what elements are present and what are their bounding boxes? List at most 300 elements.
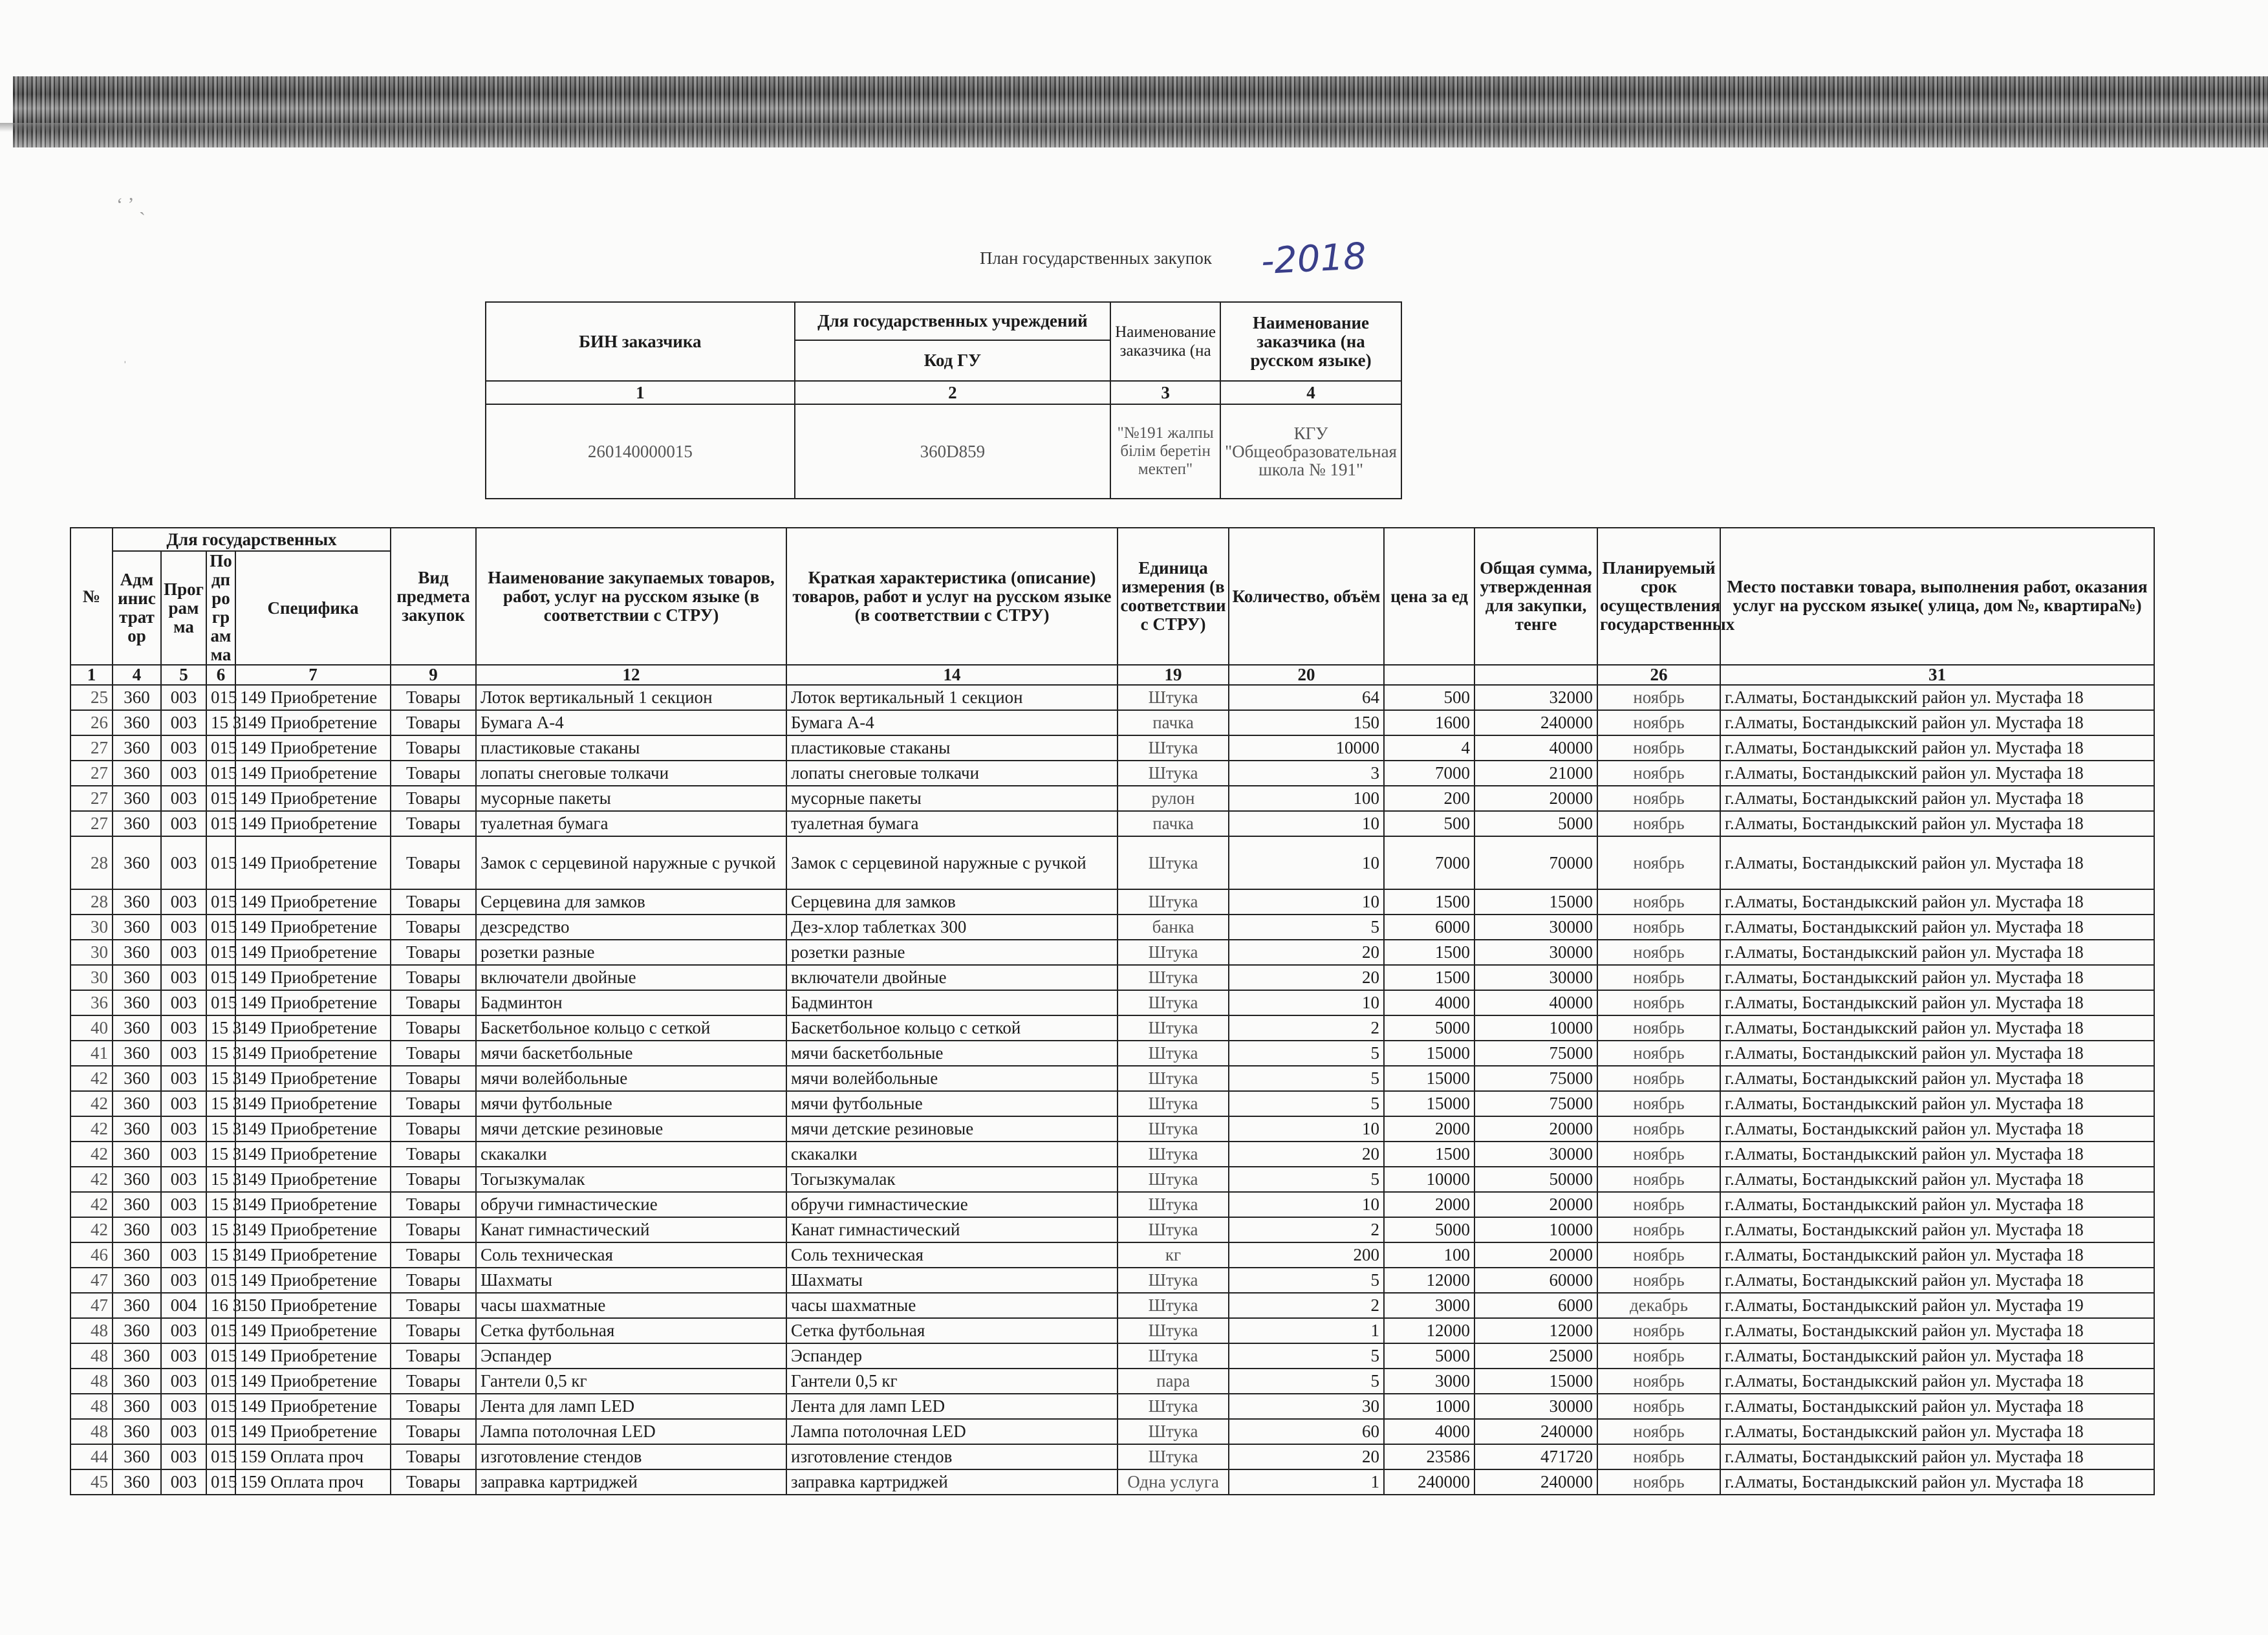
qty-cell: 2: [1229, 1217, 1384, 1242]
item-description: Бумага А-4: [786, 710, 1118, 735]
unit-cell: Штука: [1118, 1268, 1229, 1293]
term-cell: ноябрь: [1597, 1041, 1720, 1066]
item-description: изготовление стендов: [786, 1444, 1118, 1469]
delivery-place: г.Алматы, Бостандыкский район ул. Мустафа 18: [1720, 685, 2154, 710]
subprogram-code: 015: [206, 1469, 235, 1495]
subprogram-code: 015: [206, 761, 235, 786]
vid-cell: Товары: [391, 1142, 476, 1167]
qty-cell: 30: [1229, 1394, 1384, 1419]
unit-cell: пачка: [1118, 710, 1229, 735]
unit-cell: Штука: [1118, 1167, 1229, 1192]
qty-cell: 5: [1229, 1091, 1384, 1116]
subprogram-code: 15 3: [206, 1142, 235, 1167]
table-row: [70, 1318, 2154, 1343]
qty-cell: 5: [1229, 1369, 1384, 1394]
program-code: 004: [161, 1293, 206, 1318]
item-description: Замок с серцевиной наружные с ручкой: [786, 836, 1118, 889]
col-number: 9: [391, 665, 476, 685]
item-name: заправка картриджей: [476, 1469, 786, 1495]
item-name: дезсредство: [476, 915, 786, 940]
total-cell: 30000: [1474, 1142, 1597, 1167]
total-cell: 20000: [1474, 1192, 1597, 1217]
col-number: 19: [1118, 665, 1229, 685]
col-number: [1474, 665, 1597, 685]
program-code: 003: [161, 1369, 206, 1394]
unit-cell: Штука: [1118, 1066, 1229, 1091]
delivery-place: г.Алматы, Бостандыкский район ул. Мустафа 18: [1720, 1419, 2154, 1444]
item-name: Соль техническая: [476, 1242, 786, 1268]
subprogram-code: 015: [206, 940, 235, 965]
unit-cell: Штука: [1118, 1015, 1229, 1041]
subprogram-code: 015: [206, 685, 235, 710]
total-cell: 30000: [1474, 915, 1597, 940]
total-cell: 75000: [1474, 1091, 1597, 1116]
unit-cell: Штука: [1118, 1091, 1229, 1116]
item-description: Канат гимнастический: [786, 1217, 1118, 1242]
unit-cell: Штука: [1118, 761, 1229, 786]
admin-code: 360: [113, 735, 161, 761]
price-cell: 1500: [1384, 1142, 1474, 1167]
admin-code: 360: [113, 710, 161, 735]
row-number: 28: [70, 889, 113, 915]
specifika-cell: 159 Оплата проч: [235, 1444, 391, 1469]
row-number: 27: [70, 761, 113, 786]
vid-cell: Товары: [391, 1041, 476, 1066]
qty-cell: 5: [1229, 1041, 1384, 1066]
vid-cell: Товары: [391, 1419, 476, 1444]
program-code: 003: [161, 1469, 206, 1495]
term-cell: ноябрь: [1597, 1318, 1720, 1343]
table-row: [70, 1142, 2154, 1167]
total-cell: 20000: [1474, 786, 1597, 811]
bin-value: 260140000015: [486, 404, 795, 499]
qty-cell: 20: [1229, 1444, 1384, 1469]
admin-code: 360: [113, 1419, 161, 1444]
unit-cell: Штука: [1118, 1041, 1229, 1066]
vid-cell: Товары: [391, 1066, 476, 1091]
program-code: 003: [161, 1318, 206, 1343]
price-cell: 4000: [1384, 1419, 1474, 1444]
specifika-cell: 149 Приобретение: [235, 1268, 391, 1293]
item-name: Шахматы: [476, 1268, 786, 1293]
specifika-cell: 149 Приобретение: [235, 915, 391, 940]
item-description: включатели двойные: [786, 965, 1118, 990]
vid-cell: Товары: [391, 735, 476, 761]
specifika-cell: 149 Приобретение: [235, 1192, 391, 1217]
vid-cell: Товары: [391, 836, 476, 889]
term-header: Планируемый срок осуществления государственных: [1597, 528, 1720, 665]
term-cell: ноябрь: [1597, 1268, 1720, 1293]
vid-cell: Товары: [391, 1394, 476, 1419]
col-number: 4: [1220, 381, 1401, 404]
program-code: 003: [161, 1419, 206, 1444]
admin-code: 360: [113, 1293, 161, 1318]
subprogram-code: 15 3: [206, 1091, 235, 1116]
specifika-cell: 159 Оплата проч: [235, 1469, 391, 1495]
admin-code: 360: [113, 1268, 161, 1293]
unit-cell: Штука: [1118, 735, 1229, 761]
subprogram-code: 15 3: [206, 1066, 235, 1091]
program-code: 003: [161, 990, 206, 1015]
program-code: 003: [161, 1242, 206, 1268]
specifika-cell: 149 Приобретение: [235, 836, 391, 889]
item-name: мячи волейбольные: [476, 1066, 786, 1091]
subprogram-code: 015: [206, 735, 235, 761]
program-code: 003: [161, 1217, 206, 1242]
total-cell: 15000: [1474, 1369, 1597, 1394]
specifika-cell: 149 Приобретение: [235, 811, 391, 836]
table-row: [70, 1192, 2154, 1217]
price-cell: 5000: [1384, 1343, 1474, 1369]
item-description: Лампа потолочная LED: [786, 1419, 1118, 1444]
total-cell: 240000: [1474, 1469, 1597, 1495]
program-code: 003: [161, 965, 206, 990]
vid-cell: Товары: [391, 710, 476, 735]
row-number: 41: [70, 1041, 113, 1066]
col-number: 1: [486, 381, 795, 404]
item-name: Бадминтон: [476, 990, 786, 1015]
qty-cell: 2: [1229, 1293, 1384, 1318]
subprogram-code: 15 3: [206, 1116, 235, 1142]
item-description: мячи волейбольные: [786, 1066, 1118, 1091]
table-row: [70, 811, 2154, 836]
unit-cell: рулон: [1118, 786, 1229, 811]
qty-cell: 100: [1229, 786, 1384, 811]
item-description: Серцевина для замков: [786, 889, 1118, 915]
admin-code: 360: [113, 1041, 161, 1066]
specifika-cell: 149 Приобретение: [235, 1217, 391, 1242]
vid-cell: Товары: [391, 990, 476, 1015]
item-name: Баскетбольное кольцо с сеткой: [476, 1015, 786, 1041]
subprogram-code: 15 3: [206, 1167, 235, 1192]
table-row: [70, 710, 2154, 735]
col-number: 2: [795, 381, 1110, 404]
total-cell: 60000: [1474, 1268, 1597, 1293]
qty-cell: 5: [1229, 1343, 1384, 1369]
table-row: [70, 1293, 2154, 1318]
vid-cell: Товары: [391, 761, 476, 786]
delivery-place: г.Алматы, Бостандыкский район ул. Мустафа 18: [1720, 1142, 2154, 1167]
item-name: часы шахматные: [476, 1293, 786, 1318]
price-cell: 15000: [1384, 1066, 1474, 1091]
specifika-cell: 149 Приобретение: [235, 990, 391, 1015]
delivery-place: г.Алматы, Бостандыкский район ул. Мустафа 19: [1720, 1293, 2154, 1318]
qty-cell: 2: [1229, 1015, 1384, 1041]
table-row: [70, 889, 2154, 915]
total-header: Общая сумма, утвержденная для закупки, тенге: [1474, 528, 1597, 665]
subprogram-code: 015: [206, 811, 235, 836]
admin-code: 360: [113, 1242, 161, 1268]
total-cell: 25000: [1474, 1343, 1597, 1369]
specifika-cell: 149 Приобретение: [235, 710, 391, 735]
price-cell: 12000: [1384, 1318, 1474, 1343]
admin-code: 360: [113, 1192, 161, 1217]
unit-cell: кг: [1118, 1242, 1229, 1268]
term-cell: ноябрь: [1597, 710, 1720, 735]
specifika-cell: 149 Приобретение: [235, 735, 391, 761]
row-number: 42: [70, 1091, 113, 1116]
subprogram-code: 015: [206, 1444, 235, 1469]
total-cell: 30000: [1474, 965, 1597, 990]
qty-cell: 1: [1229, 1469, 1384, 1495]
delivery-place: г.Алматы, Бостандыкский район ул. Мустафа 18: [1720, 1217, 2154, 1242]
specifika-cell: 149 Приобретение: [235, 940, 391, 965]
row-number: 48: [70, 1318, 113, 1343]
total-cell: 471720: [1474, 1444, 1597, 1469]
vid-cell: Товары: [391, 915, 476, 940]
admin-code: 360: [113, 685, 161, 710]
specifika-cell: 149 Приобретение: [235, 786, 391, 811]
row-number: 27: [70, 735, 113, 761]
unit-cell: Штука: [1118, 1318, 1229, 1343]
item-name: Лампа потолочная LED: [476, 1419, 786, 1444]
vid-cell: Товары: [391, 1318, 476, 1343]
item-name: Бумага А-4: [476, 710, 786, 735]
admin-code: 360: [113, 1066, 161, 1091]
total-cell: 75000: [1474, 1066, 1597, 1091]
program-code: 003: [161, 1167, 206, 1192]
num-header: №: [70, 528, 113, 665]
vid-cell: Товары: [391, 1343, 476, 1369]
row-number: 30: [70, 965, 113, 990]
table-row: [70, 735, 2154, 761]
item-description: обручи гимнастические: [786, 1192, 1118, 1217]
row-number: 40: [70, 1015, 113, 1041]
specifika-cell: 149 Приобретение: [235, 1318, 391, 1343]
price-cell: 15000: [1384, 1091, 1474, 1116]
delivery-place: г.Алматы, Бостандыкский район ул. Мустафа 18: [1720, 1066, 2154, 1091]
table-row: [70, 1394, 2154, 1419]
admin-code: 360: [113, 965, 161, 990]
subprogram-code: 15 3: [206, 1217, 235, 1242]
item-name: Лоток вертикальный 1 секцион: [476, 685, 786, 710]
program-code: 003: [161, 685, 206, 710]
qty-cell: 200: [1229, 1242, 1384, 1268]
term-cell: ноябрь: [1597, 1192, 1720, 1217]
row-number: 47: [70, 1293, 113, 1318]
term-cell: ноябрь: [1597, 1167, 1720, 1192]
specifika-cell: 149 Приобретение: [235, 1369, 391, 1394]
col-number: 4: [113, 665, 161, 685]
delivery-place: г.Алматы, Бостандыкский район ул. Мустафа 18: [1720, 915, 2154, 940]
table-row: [70, 1041, 2154, 1066]
col-number: 5: [161, 665, 206, 685]
vid-cell: Товары: [391, 811, 476, 836]
unit-cell: Штука: [1118, 1394, 1229, 1419]
delivery-place: г.Алматы, Бостандыкский район ул. Мустафа 18: [1720, 735, 2154, 761]
unit-header: Единица измерения (в соответствии с СТРУ): [1118, 528, 1229, 665]
col-number: 20: [1229, 665, 1384, 685]
admin-code: 360: [113, 761, 161, 786]
item-description: Сетка футбольная: [786, 1318, 1118, 1343]
table-row: [70, 761, 2154, 786]
delivery-place: г.Алматы, Бостандыкский район ул. Мустафа 18: [1720, 1268, 2154, 1293]
subprogram-code: 15 3: [206, 710, 235, 735]
specifika-cell: 149 Приобретение: [235, 1167, 391, 1192]
subprogram-code: 015: [206, 836, 235, 889]
total-cell: 240000: [1474, 710, 1597, 735]
name-ru-header: Наименование заказчика (на русском языке): [1220, 302, 1401, 381]
vid-cell: Товары: [391, 965, 476, 990]
delivery-place: г.Алматы, Бостандыкский район ул. Мустафа 18: [1720, 1343, 2154, 1369]
name-kz-header: Наименование заказчика (на: [1110, 302, 1220, 381]
col-number: 14: [786, 665, 1118, 685]
program-code: 003: [161, 836, 206, 889]
program-code: 003: [161, 735, 206, 761]
term-cell: ноябрь: [1597, 1444, 1720, 1469]
qty-header: Количество, объём: [1229, 528, 1384, 665]
term-cell: ноябрь: [1597, 1142, 1720, 1167]
term-cell: ноябрь: [1597, 1343, 1720, 1369]
program-code: 003: [161, 1015, 206, 1041]
price-cell: 4000: [1384, 990, 1474, 1015]
admin-code: 360: [113, 1444, 161, 1469]
item-name: Гантели 0,5 кг: [476, 1369, 786, 1394]
qty-cell: 10000: [1229, 735, 1384, 761]
procurement-plan-table: [70, 527, 2155, 1495]
specifika-cell: 149 Приобретение: [235, 1015, 391, 1041]
vid-cell: Товары: [391, 1469, 476, 1495]
term-cell: ноябрь: [1597, 761, 1720, 786]
term-cell: ноябрь: [1597, 965, 1720, 990]
item-name: мячи баскетбольные: [476, 1041, 786, 1066]
program-code: 003: [161, 1343, 206, 1369]
item-description: мячи детские резиновые: [786, 1116, 1118, 1142]
term-cell: ноябрь: [1597, 735, 1720, 761]
vid-cell: Товары: [391, 1268, 476, 1293]
delivery-place: г.Алматы, Бостандыкский район ул. Мустафа 18: [1720, 1192, 2154, 1217]
unit-cell: Штука: [1118, 1343, 1229, 1369]
delivery-place: г.Алматы, Бостандыкский район ул. Мустафа 18: [1720, 1242, 2154, 1268]
item-description: часы шахматные: [786, 1293, 1118, 1318]
price-cell: 1500: [1384, 965, 1474, 990]
admin-code: 360: [113, 1142, 161, 1167]
price-cell: 100: [1384, 1242, 1474, 1268]
program-code: 003: [161, 889, 206, 915]
price-cell: 1500: [1384, 940, 1474, 965]
qty-cell: 20: [1229, 940, 1384, 965]
item-description: розетки разные: [786, 940, 1118, 965]
price-cell: 2000: [1384, 1116, 1474, 1142]
term-cell: ноябрь: [1597, 811, 1720, 836]
place-header: Место поставки товара, выполнения работ, оказания услуг на русском языке( улица, дом №, квартира№): [1720, 528, 2154, 665]
program-code: 003: [161, 1041, 206, 1066]
row-number: 42: [70, 1217, 113, 1242]
item-description: мусорные пакеты: [786, 786, 1118, 811]
name-ru-value: КГУ "Общеобразовательная школа № 191": [1220, 404, 1401, 499]
admin-code: 360: [113, 1217, 161, 1242]
term-cell: ноябрь: [1597, 1091, 1720, 1116]
desc-header: Краткая характеристика (описание) товаров, работ и услуг на русском языке (в соответствии с СТРУ): [786, 528, 1118, 665]
col-number: 6: [206, 665, 235, 685]
admin-code: 360: [113, 1394, 161, 1419]
admin-code: 360: [113, 1469, 161, 1495]
row-number: 47: [70, 1268, 113, 1293]
page-title: План государственных закупок: [980, 248, 1212, 268]
term-cell: ноябрь: [1597, 1066, 1720, 1091]
row-number: 46: [70, 1242, 113, 1268]
item-description: мячи баскетбольные: [786, 1041, 1118, 1066]
unit-cell: Штука: [1118, 1444, 1229, 1469]
delivery-place: г.Алматы, Бостандыкский район ул. Мустафа 18: [1720, 940, 2154, 965]
scanner-edge-shadow: [0, 123, 2268, 132]
total-cell: 20000: [1474, 1242, 1597, 1268]
delivery-place: г.Алматы, Бостандыкский район ул. Мустафа 18: [1720, 1318, 2154, 1343]
unit-cell: пара: [1118, 1369, 1229, 1394]
item-description: мячи футбольные: [786, 1091, 1118, 1116]
table-row: [70, 1419, 2154, 1444]
total-cell: 5000: [1474, 811, 1597, 836]
row-number: 48: [70, 1419, 113, 1444]
total-cell: 15000: [1474, 889, 1597, 915]
price-cell: 1000: [1384, 1394, 1474, 1419]
term-cell: ноябрь: [1597, 1394, 1720, 1419]
delivery-place: г.Алматы, Бостандыкский район ул. Мустафа 18: [1720, 1394, 2154, 1419]
subprogram-code: 15 3: [206, 1015, 235, 1041]
program-code: 003: [161, 915, 206, 940]
program-code: 003: [161, 1192, 206, 1217]
unit-cell: Штука: [1118, 1192, 1229, 1217]
qty-cell: 64: [1229, 685, 1384, 710]
table-row: [70, 1217, 2154, 1242]
unit-cell: Штука: [1118, 685, 1229, 710]
item-name: розетки разные: [476, 940, 786, 965]
qty-cell: 60: [1229, 1419, 1384, 1444]
item-description: Эспандер: [786, 1343, 1118, 1369]
delivery-place: г.Алматы, Бостандыкский район ул. Мустафа 18: [1720, 1041, 2154, 1066]
price-cell: 3000: [1384, 1293, 1474, 1318]
unit-cell: Штука: [1118, 990, 1229, 1015]
total-cell: 40000: [1474, 735, 1597, 761]
price-cell: 12000: [1384, 1268, 1474, 1293]
program-code: 003: [161, 940, 206, 965]
program-code: 003: [161, 786, 206, 811]
delivery-place: г.Алматы, Бостандыкский район ул. Мустафа 18: [1720, 761, 2154, 786]
price-cell: 3000: [1384, 1369, 1474, 1394]
scanner-edge-band: [13, 76, 2268, 147]
item-description: Гантели 0,5 кг: [786, 1369, 1118, 1394]
total-cell: 30000: [1474, 1394, 1597, 1419]
price-cell: 200: [1384, 786, 1474, 811]
admin-code: 360: [113, 940, 161, 965]
admin-code: 360: [113, 1116, 161, 1142]
scan-smudge: ‘ ʼ ˎ: [116, 194, 146, 215]
delivery-place: г.Алматы, Бостандыкский район ул. Мустафа 18: [1720, 1167, 2154, 1192]
price-cell: 2000: [1384, 1192, 1474, 1217]
admin-code: 360: [113, 889, 161, 915]
unit-cell: Штука: [1118, 1217, 1229, 1242]
vid-cell: Товары: [391, 1167, 476, 1192]
price-cell: 23586: [1384, 1444, 1474, 1469]
total-cell: 6000: [1474, 1293, 1597, 1318]
item-description: Лента для ламп LED: [786, 1394, 1118, 1419]
vid-cell: Товары: [391, 1444, 476, 1469]
item-description: Баскетбольное кольцо с сеткой: [786, 1015, 1118, 1041]
row-number: 25: [70, 685, 113, 710]
item-name: обручи гимнастические: [476, 1192, 786, 1217]
row-number: 45: [70, 1469, 113, 1495]
delivery-place: г.Алматы, Бостандыкский район ул. Мустафа 18: [1720, 1116, 2154, 1142]
specifika-cell: 149 Приобретение: [235, 1066, 391, 1091]
item-description: Лоток вертикальный 1 секцион: [786, 685, 1118, 710]
subprogram-code: 16 3: [206, 1293, 235, 1318]
qty-cell: 10: [1229, 990, 1384, 1015]
item-name: пластиковые стаканы: [476, 735, 786, 761]
qty-cell: 1: [1229, 1318, 1384, 1343]
total-cell: 10000: [1474, 1217, 1597, 1242]
qty-cell: 5: [1229, 1167, 1384, 1192]
specifika-cell: 149 Приобретение: [235, 1091, 391, 1116]
